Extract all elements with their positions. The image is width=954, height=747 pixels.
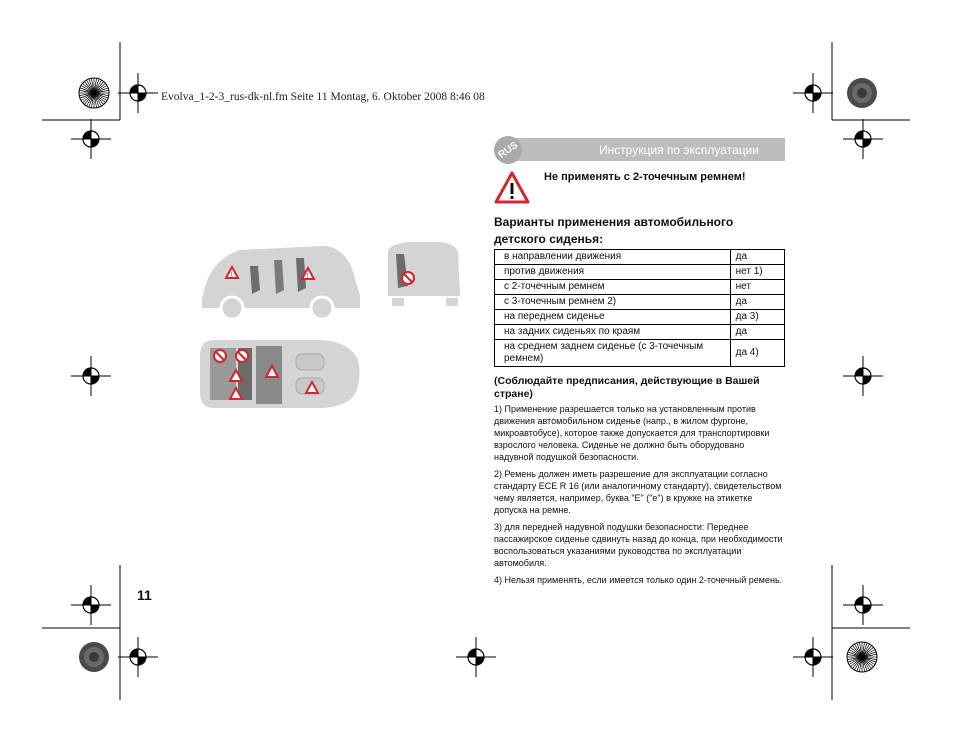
registration-target-icon [843, 119, 883, 159]
note-heading: (Соблюдайте предписания, действующие в Вашей стране) [494, 375, 760, 400]
usage-table [494, 249, 785, 367]
table-cell-value: да [730, 295, 784, 310]
table-row [495, 265, 785, 280]
page-number: 11 [137, 587, 152, 603]
table-row [495, 250, 785, 265]
warning-text: Не применять с 2-точечным ремнем! [544, 171, 746, 183]
table-cell-value: нет 1) [730, 265, 784, 280]
table-cell-label: на среднем заднем сиденье (с 3-точечным ремнем) [495, 340, 731, 367]
table-cell-label: на переднем сиденье [495, 310, 731, 325]
table-cell-label: с 3-точечным ремнем 2) [495, 295, 731, 310]
table-cell-value: да [730, 250, 784, 265]
table-cell-label: с 2-точечным ремнем [495, 280, 731, 295]
registration-target-icon [843, 356, 883, 396]
registration-target-icon [118, 637, 158, 677]
table-row [495, 340, 785, 367]
table-row [495, 325, 785, 340]
file-slug: Evolva_1-2-3_rus-dk-nl.fm Seite 11 Montag, 6. Oktober 2008 8:46 08 [161, 91, 485, 103]
footnote: 4) Нельзя применять, если имеется только один 2-точечный ремень. [494, 575, 783, 585]
registration-target-icon [118, 73, 158, 113]
color-rosette-mark-icon [79, 642, 109, 672]
footnote: 3) для передней надувной подушки безопасности: Переднее пассажирское сиденье сдвинуть назад до конца, при необходимости воспользоваться указаниями руководства по эксплуатации автомобиля. [494, 522, 783, 568]
registration-target-icon [843, 585, 883, 625]
registration-target-icon [793, 73, 833, 113]
footnotes [494, 403, 786, 591]
section-header-title: Инструкция по эксплуатации [598, 143, 759, 157]
table-cell-label: на задних сиденьях по краям [495, 325, 731, 340]
car-front-illustration [388, 242, 460, 306]
car-top-illustration [200, 340, 360, 408]
table-cell-label: против движения [495, 265, 731, 280]
table-cell-value: да 3) [730, 310, 784, 325]
color-rosette-mark-icon [847, 78, 877, 108]
svg-text:!: ! [230, 272, 233, 279]
table-cell-value: да 4) [730, 340, 784, 367]
van-side-illustration [202, 246, 360, 319]
table-row [495, 310, 785, 325]
registration-target-icon [71, 585, 111, 625]
svg-text:!: ! [306, 273, 309, 280]
table-cell-value: нет [730, 280, 784, 295]
warning-triangle-icon [494, 171, 530, 204]
section-header-bar [509, 138, 785, 161]
registration-target-icon [793, 637, 833, 677]
registration-target-icon [456, 637, 496, 677]
footnote: 1) Применение разрешается только на установленным против движения автомобильном сиденье (напр., в жилом фургоне, микроавтобусе), которое также допускается для транспортировки взрослого человека. Сиденье не должно быть оборудовано надувной подушкой безопасности. [494, 404, 770, 462]
table-cell-value: да [730, 325, 784, 340]
starburst-mark-icon [847, 642, 877, 672]
starburst-mark-icon [79, 78, 109, 108]
footnote: 2) Ремень должен иметь разрешение для эксплуатации согласно стандарту ECE R 16 (или аналогичному стандарту), свидетельством чему является, например, буква "E" ("e") в кружке на этикетке допуска на ремне. [494, 469, 782, 515]
table-row [495, 295, 785, 310]
registration-target-icon [71, 356, 111, 396]
language-badge: RUS [489, 131, 528, 170]
vehicle-illustrations [192, 238, 482, 413]
registration-target-icon [71, 119, 111, 159]
section-title: Варианты применения автомобильного детского сиденья: [494, 215, 734, 246]
table-row [495, 280, 785, 295]
table-cell-label: в направлении движения [495, 250, 731, 265]
